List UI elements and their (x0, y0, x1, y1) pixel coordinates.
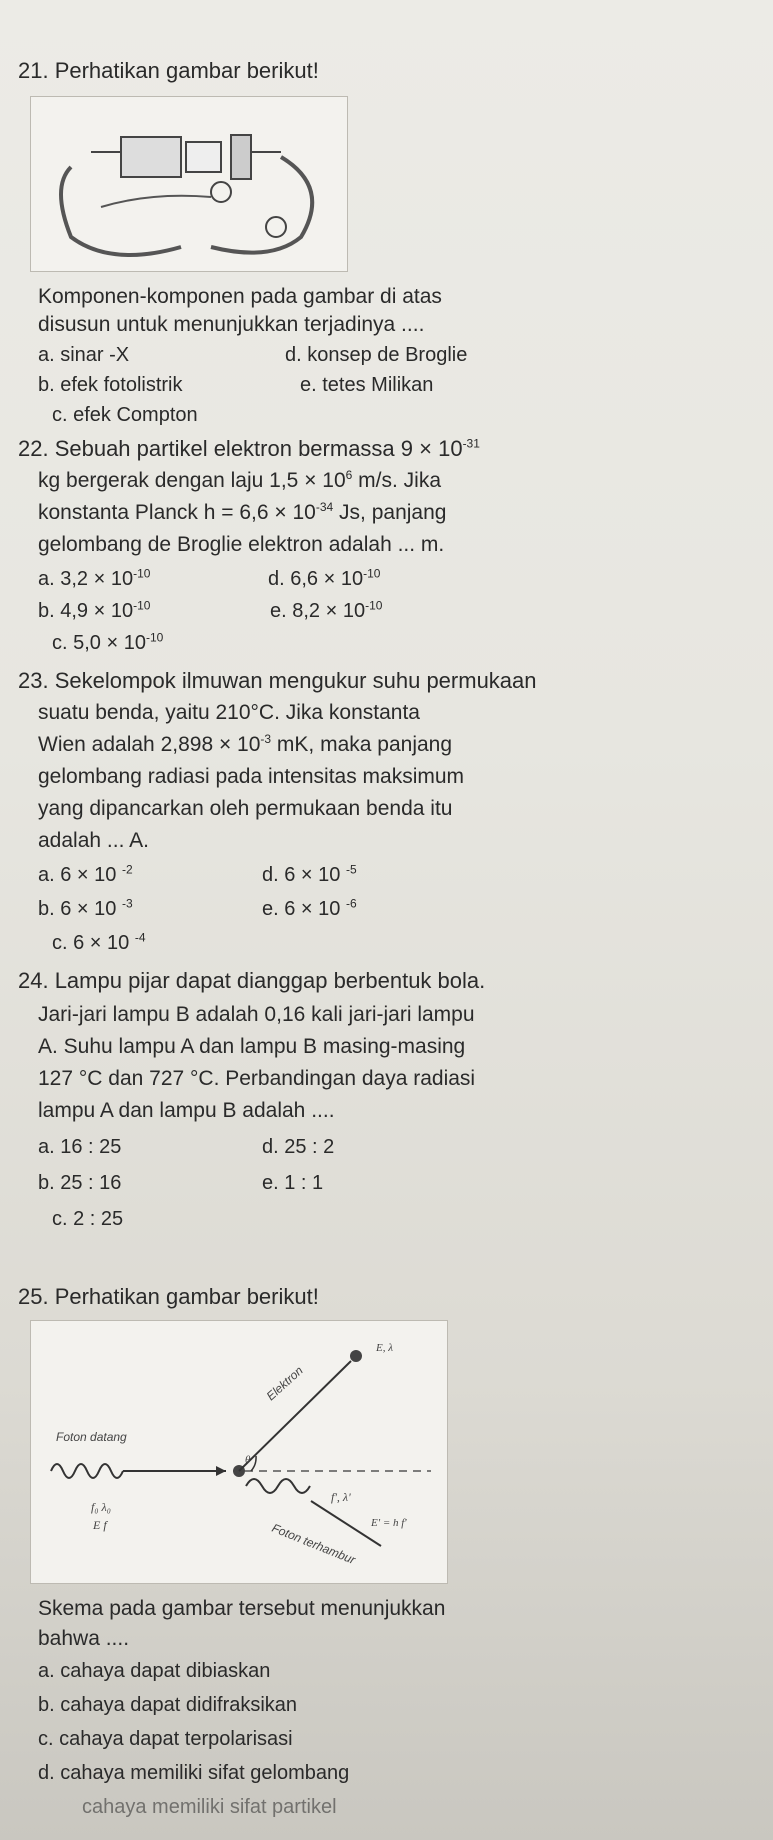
q22-line3: konstanta Planck $h = 6,6 \times 10^{-34}$ Js, panjang (38, 500, 447, 524)
q25-option-d[interactable]: d. cahaya memiliki sifat gelombang (38, 1762, 350, 1784)
q22-line4: gelombang de Broglie elektron adalah ... m. (38, 533, 445, 556)
svg-text:f₀ λ₀: f₀ λ₀ (91, 1500, 111, 1514)
q21-desc-line2: disusun untuk menunjukkan terjadinya .... (38, 313, 425, 336)
q25-stem: 25. Perhatikan gambar berikut! (18, 1284, 319, 1309)
svg-text:f', λ': f', λ' (331, 1490, 351, 1504)
q22-option-d[interactable]: d. $6,6 \times 10^{-10}$ (268, 566, 381, 590)
q22-option-a[interactable]: a. $3,2 \times 10^{-10}$ (38, 566, 151, 590)
xray-tube-diagram (31, 97, 349, 273)
q24-option-d[interactable]: d. 25 : 2 (262, 1136, 335, 1158)
svg-text:E, λ: E, λ (376, 1342, 393, 1354)
q21-option-c[interactable]: c. efek Compton (52, 404, 198, 426)
q21-option-e[interactable]: e. tetes Milikan (300, 374, 434, 396)
q24-line2: Jari-jari lampu B adalah 0,16 kali jari-jari lampu (38, 1003, 475, 1026)
compton-scattering-diagram (31, 1321, 449, 1585)
q24-option-c[interactable]: c. 2 : 25 (52, 1208, 124, 1230)
q22-line2: kg bergerak dengan laju $1,5 \times 10^6$ m/s. Jika (38, 468, 442, 492)
q23-line5: yang dipancarkan oleh permukaan benda itu (38, 797, 453, 820)
q21-stem: 21. Perhatikan gambar berikut! (18, 58, 319, 83)
q23-option-c[interactable]: c. 6 × 10 $^{-4}$ (52, 930, 146, 954)
q23-line1: 23. Sekelompok ilmuwan mengukur suhu permukaan (18, 668, 537, 693)
q21-desc-line1: Komponen-komponen pada gambar di atas (38, 285, 442, 308)
q23-option-e[interactable]: e. 6 × 10 $^{-6}$ (262, 896, 357, 920)
q23-option-d[interactable]: d. 6 × 10 $^{-5}$ (262, 862, 357, 886)
q25-option-c[interactable]: c. cahaya dapat terpolarisasi (38, 1728, 293, 1750)
q24-line1: 24. Lampu pijar dapat dianggap berbentuk bola. (18, 968, 486, 993)
q23-line2: suatu benda, yaitu 210°C. Jika konstanta (38, 701, 420, 724)
q23-line4: gelombang radiasi pada intensitas maksimum (38, 765, 465, 788)
svg-text:E f: E f (93, 1518, 107, 1532)
q24-line4: 127 °C dan 727 °C. Perbandingan daya radiasi (38, 1067, 476, 1090)
q25-option-b[interactable]: b. cahaya dapat didifraksikan (38, 1694, 298, 1716)
q23-option-a[interactable]: a. 6 × 10 $^{-2}$ (38, 862, 133, 886)
q21-option-b[interactable]: b. efek fotolistrik (38, 374, 183, 396)
q25-desc-line1: Skema pada gambar tersebut menunjukkan (38, 1597, 446, 1620)
q24-line3: A. Suhu lampu A dan lampu B masing-masing (38, 1035, 466, 1058)
q24-line5: lampu A dan lampu B adalah .... (38, 1099, 335, 1122)
q24-option-e[interactable]: e. 1 : 1 (262, 1172, 324, 1194)
q25-option-e[interactable]: cahaya memiliki sifat partikel (82, 1796, 337, 1818)
q23-line3: Wien adalah $2,898 \times 10^{-3}$ mK, maka panjang (38, 732, 453, 756)
label-foton-terhambur: Foton terhambur (269, 1520, 358, 1568)
q24-option-b[interactable]: b. 25 : 16 (38, 1172, 122, 1194)
label-elektron: Elektron (263, 1363, 306, 1404)
svg-text:θ: θ (245, 1454, 251, 1466)
label-foton-datang: Foton datang (56, 1430, 127, 1444)
q25-desc-line2: bahwa .... (38, 1627, 130, 1650)
q22-option-e[interactable]: e. $8,2 \times 10^{-10}$ (270, 598, 383, 622)
q25-figure (30, 1320, 448, 1584)
q21-figure (30, 96, 348, 272)
q24-option-a[interactable]: a. 16 : 25 (38, 1136, 122, 1158)
q22-line1: 22. Sebuah partikel elektron bermassa $9 \times 10^{-31}$ (18, 436, 480, 461)
q21-option-a[interactable]: a. sinar -X (38, 344, 130, 366)
q23-line6: adalah ... A. (38, 829, 149, 852)
q25-option-a[interactable]: a. cahaya dapat dibiaskan (38, 1660, 271, 1682)
svg-text:E' = h f': E' = h f' (371, 1517, 407, 1529)
q23-option-b[interactable]: b. 6 × 10 $^{-3}$ (38, 896, 133, 920)
q22-option-c[interactable]: c. $5,0 \times 10^{-10}$ (52, 630, 164, 654)
q22-option-b[interactable]: b. $4,9 \times 10^{-10}$ (38, 598, 151, 622)
q21-option-d[interactable]: d. konsep de Broglie (285, 344, 468, 366)
